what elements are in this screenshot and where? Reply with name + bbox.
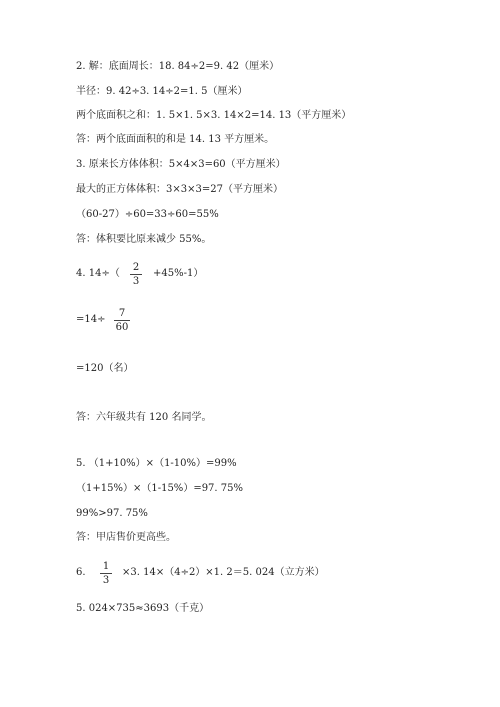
q4-answer: 答：六年级共有 120 名同学。 xyxy=(76,412,212,423)
q6-fraction-one-third xyxy=(100,561,112,586)
q6-frac-bar xyxy=(100,573,112,574)
q6-line-2: 5. 024×735≈3693（千克） xyxy=(76,603,210,614)
q3-answer: 答：体积要比原来减少 55%。 xyxy=(76,234,212,245)
q4-frac2-denominator: 60 xyxy=(115,322,129,333)
q5-line-2: （1+15%）×（1-15%）=97. 75% xyxy=(76,483,244,494)
q4-fraction-seven-sixtieths xyxy=(114,308,130,333)
q2-answer: 答：两个底面面积的和是 14. 13 平方厘米。 xyxy=(76,134,275,145)
q5-answer: 答：甲店售价更高些。 xyxy=(76,532,176,543)
q4-frac-bar xyxy=(130,274,142,275)
q6-line-1-prefix: 6. xyxy=(76,567,86,578)
q5-line-3: 99%>97. 75% xyxy=(76,508,148,519)
q2-line-1: 2. 解：底面周长：18. 84÷2=9. 42（厘米） xyxy=(76,61,280,72)
q3-line-2: 最大的正方体体积：3×3×3=27（平方厘米） xyxy=(76,184,283,195)
q4-line-1-prefix: 4. 14÷（ xyxy=(76,268,120,279)
q4-line-3: =120（名） xyxy=(76,363,134,374)
q4-frac2-bar xyxy=(114,320,130,321)
q4-frac-denominator: 3 xyxy=(132,276,140,287)
q6-frac-denominator: 3 xyxy=(102,575,110,586)
q2-line-2: 半径：9. 42÷3. 14÷2=1. 5（厘米） xyxy=(76,86,248,97)
q4-frac-numerator: 2 xyxy=(132,262,140,273)
q3-line-3: （60-27）÷60=33÷60=55% xyxy=(76,209,219,220)
q6-frac-numerator: 1 xyxy=(102,561,110,572)
q4-frac2-numerator: 7 xyxy=(118,308,126,319)
q2-line-3: 两个底面积之和：1. 5×1. 5×3. 14×2=14. 13（平方厘米） xyxy=(76,110,352,121)
q6-line-1-suffix: ×3. 14×（4÷2）×1. 2＝5. 024（立方米） xyxy=(122,567,325,578)
q4-line-2-prefix: =14÷ xyxy=(76,314,106,325)
q3-line-1: 3. 原来长方体体积：5×4×3=60（平方厘米） xyxy=(76,159,286,170)
q4-fraction-two-thirds xyxy=(130,262,142,287)
q5-line-1: 5. （1+10%）×（1-10%）=99% xyxy=(76,458,237,469)
q4-line-1-suffix: +45%-1） xyxy=(153,268,204,279)
